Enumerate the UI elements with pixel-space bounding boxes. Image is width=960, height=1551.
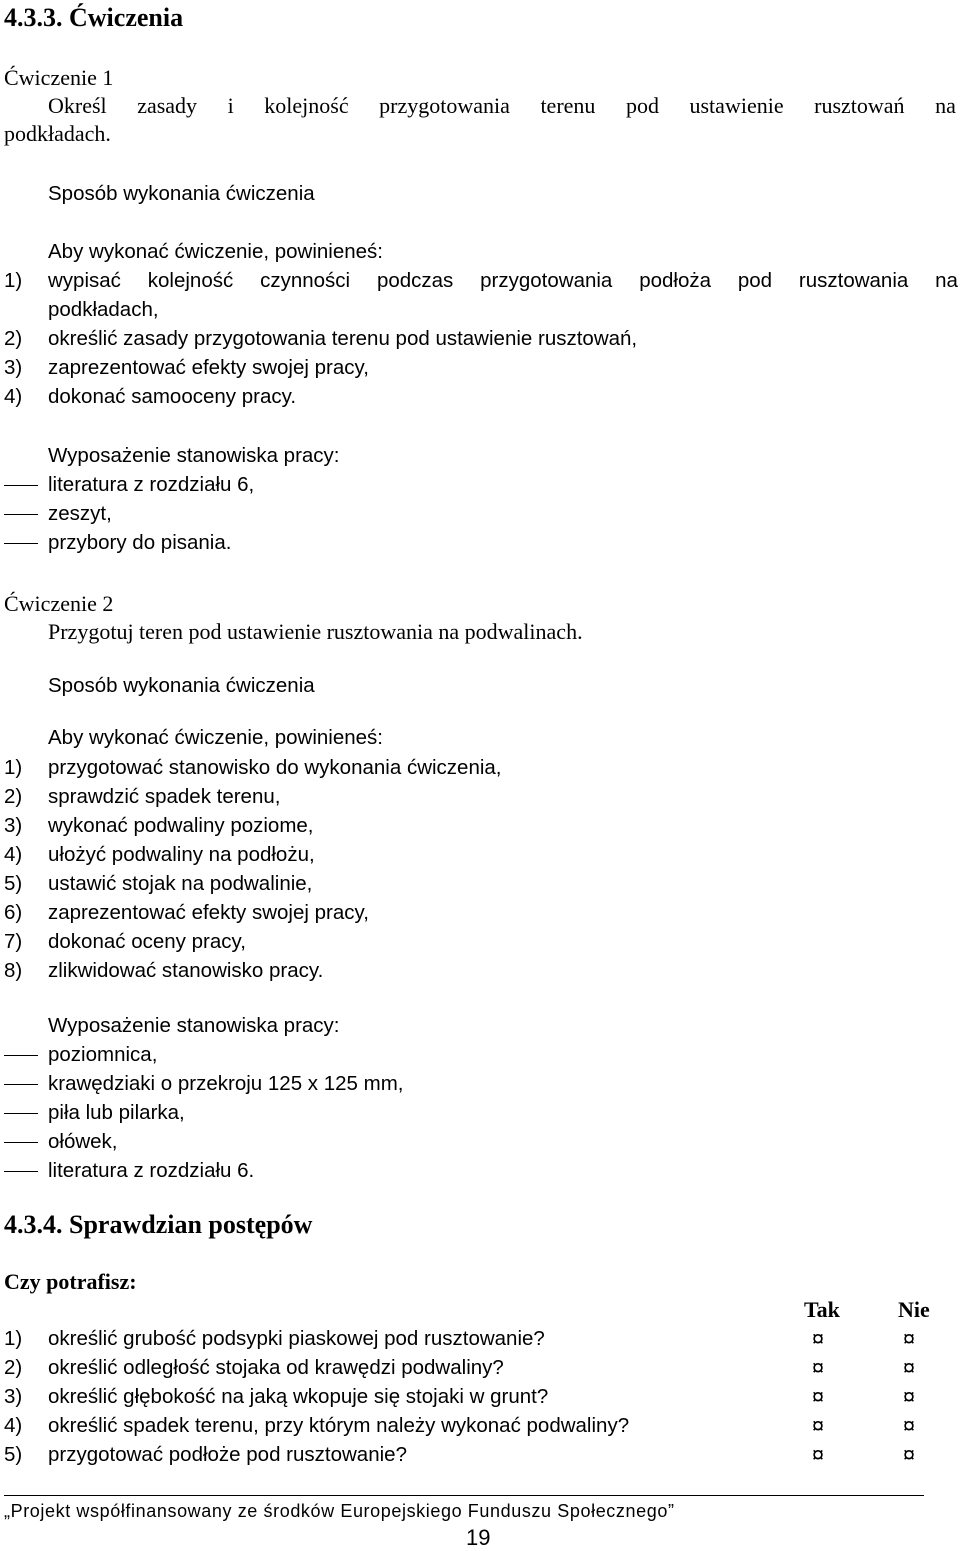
exercise-1-step-1-line	[48, 267, 958, 295]
exercise-1-method-title: Sposób wykonania ćwiczenia	[48, 182, 315, 205]
check-question: określić głębokość na jaką wkopuje się stojaki w grunt?	[48, 1385, 549, 1408]
exercise-1-title: Ćwiczenie 1	[4, 65, 114, 90]
justified-word: na	[935, 93, 956, 118]
footer-text: „Projekt współfinansowany ze środków Europejskiego Funduszu Społecznego”	[4, 1501, 675, 1521]
section-heading-434: 4.3.4. Sprawdzian postępów	[4, 1210, 313, 1239]
list-item-text: zeszyt,	[48, 502, 112, 525]
section-heading-433: 4.3.3. Ćwiczenia	[4, 3, 184, 32]
footer-rule	[4, 1495, 924, 1496]
exercise-2-task: Przygotuj teren pod ustawienie rusztowania na podwalinach.	[48, 619, 583, 644]
justified-word: Określ	[48, 93, 107, 118]
check-question: określić grubość podsypki piaskowej pod rusztowanie?	[48, 1327, 545, 1350]
justified-word: czynności	[260, 269, 351, 292]
justified-word: podłoża	[639, 269, 711, 292]
list-item-text: przybory do pisania.	[48, 531, 232, 554]
dash-bullet	[4, 485, 38, 486]
list-number: 4)	[4, 385, 23, 408]
exercise-2-equipment-title: Wyposażenie stanowiska pracy:	[48, 1014, 340, 1037]
list-item-text: zaprezentować efekty swojej pracy,	[48, 356, 369, 379]
list-item-text: ułożyć podwaliny na podłożu,	[48, 843, 315, 866]
dash-bullet	[4, 514, 38, 515]
list-item-text: przygotować stanowisko do wykonania ćwiczenia,	[48, 756, 502, 779]
exercise-1-intro: Aby wykonać ćwiczenie, powinieneś:	[48, 240, 383, 263]
list-item-text: sprawdzić spadek terenu,	[48, 785, 281, 808]
exercise-2-method-title: Sposób wykonania ćwiczenia	[48, 674, 315, 697]
column-header-no: Nie	[898, 1297, 930, 1322]
list-item-text: poziomnica,	[48, 1043, 158, 1066]
list-item-text: zlikwidować stanowisko pracy.	[48, 959, 324, 982]
column-header-yes: Tak	[804, 1297, 840, 1322]
justified-word: zasady	[137, 93, 198, 118]
exercise-1-equipment-title: Wyposażenie stanowiska pracy:	[48, 444, 340, 467]
checkbox-no[interactable]: ¤	[902, 1384, 916, 1409]
dash-bullet	[4, 1142, 38, 1143]
list-number: 3)	[4, 814, 23, 837]
justified-word: i	[227, 93, 234, 118]
checkbox-no[interactable]: ¤	[902, 1355, 916, 1380]
check-question: przygotować podłoże pod rusztowanie?	[48, 1443, 407, 1466]
list-number: 2)	[4, 1356, 23, 1379]
list-item-text: ustawić stojak na podwalinie,	[48, 872, 313, 895]
checkbox-yes[interactable]: ¤	[811, 1355, 825, 1380]
list-number: 1)	[4, 1327, 23, 1350]
checkbox-no[interactable]: ¤	[902, 1326, 916, 1351]
dash-bullet	[4, 1084, 38, 1085]
justified-word: podczas	[376, 269, 454, 292]
list-number: 6)	[4, 901, 23, 924]
check-question: określić odległość stojaka od krawędzi podwaliny?	[48, 1356, 504, 1379]
justified-word: ustawienie	[689, 93, 784, 118]
list-item-text: dokonać samooceny pracy.	[48, 385, 297, 408]
justified-word: rusztowania	[798, 269, 909, 292]
check-question: określić spadek terenu, przy którym należy wykonać podwaliny?	[48, 1414, 630, 1437]
justified-word: przygotowania	[379, 93, 510, 118]
list-item-text: dokonać oceny pracy,	[48, 930, 246, 953]
list-item-text: określić zasady przygotowania terenu pod ustawienie rusztowań,	[48, 327, 638, 350]
list-item-text: ołówek,	[48, 1130, 118, 1153]
list-item-text: podkładach,	[48, 298, 159, 321]
checkbox-no[interactable]: ¤	[902, 1442, 916, 1467]
justified-word: kolejność	[264, 93, 349, 118]
list-item-text: literatura z rozdziału 6,	[48, 473, 255, 496]
dash-bullet	[4, 1171, 38, 1172]
justified-word: na	[935, 269, 958, 292]
checkbox-yes[interactable]: ¤	[811, 1442, 825, 1467]
list-number: 2)	[4, 327, 23, 350]
justified-word: terenu	[540, 93, 596, 118]
justified-word: pod	[737, 269, 773, 292]
justified-word: kolejność	[147, 269, 234, 292]
list-number: 8)	[4, 959, 23, 982]
list-number: 5)	[4, 1443, 23, 1466]
list-number: 3)	[4, 1385, 23, 1408]
list-number: 4)	[4, 843, 23, 866]
exercise-1-task-line	[48, 92, 956, 120]
list-number: 1)	[4, 756, 23, 779]
list-number: 2)	[4, 785, 23, 808]
list-number: 5)	[4, 872, 23, 895]
justified-word: pod	[625, 93, 659, 118]
checkbox-yes[interactable]: ¤	[811, 1413, 825, 1438]
exercise-2-intro: Aby wykonać ćwiczenie, powinieneś:	[48, 726, 383, 749]
justified-word: wypisać	[48, 269, 121, 292]
page-number: 19	[466, 1525, 491, 1550]
list-item-text: piła lub pilarka,	[48, 1101, 185, 1124]
dash-bullet	[4, 1055, 38, 1056]
list-number: 7)	[4, 930, 23, 953]
checkbox-yes[interactable]: ¤	[811, 1326, 825, 1351]
justified-word: rusztowań	[814, 93, 905, 118]
checkbox-no[interactable]: ¤	[902, 1413, 916, 1438]
checkbox-yes[interactable]: ¤	[811, 1384, 825, 1409]
exercise-1-task-continuation: podkładach.	[4, 121, 111, 146]
dash-bullet	[4, 543, 38, 544]
list-number: 4)	[4, 1414, 23, 1437]
justified-word: przygotowania	[480, 269, 613, 292]
exercise-2-title: Ćwiczenie 2	[4, 591, 114, 616]
list-item-text: wykonać podwaliny poziome,	[48, 814, 314, 837]
list-item-text: krawędziaki o przekroju 125 x 125 mm,	[48, 1072, 404, 1095]
list-item-text: zaprezentować efekty swojej pracy,	[48, 901, 369, 924]
list-number: 3)	[4, 356, 23, 379]
check-title: Czy potrafisz:	[4, 1269, 137, 1294]
dash-bullet	[4, 1113, 38, 1114]
list-item-text: literatura z rozdziału 6.	[48, 1159, 255, 1182]
list-number: 1)	[4, 269, 23, 292]
